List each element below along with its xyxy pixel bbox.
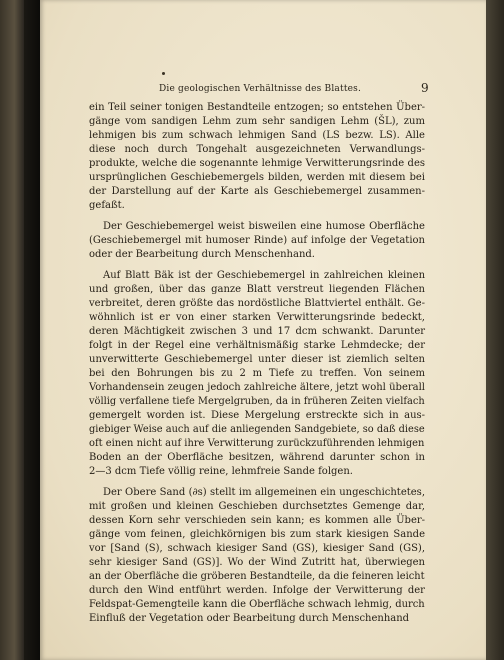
text-line: Boden an der Oberfläche besitzen, während darunter schon in bbox=[89, 452, 425, 463]
text-line: folgt in der Regel eine verhältnismäßig starke Lehmdecke; der bbox=[89, 340, 426, 351]
text-line: wöhnlich ist er von einer starken Verwitterungsrinde bedeckt, bbox=[89, 312, 425, 323]
text-line: und großen, über das ganze Blatt verstreut liegenden Flächen bbox=[89, 284, 425, 295]
page-number: 9 bbox=[421, 81, 429, 95]
facing-page-edge bbox=[0, 0, 24, 660]
text-line: gemergelt worden ist. Diese Mergelung erstreckte sich in aus- bbox=[89, 410, 426, 421]
text-line: der Darstellung auf der Karte als Geschiebemergel zusammen- bbox=[89, 186, 425, 197]
page-edge-shadow bbox=[486, 0, 504, 660]
text-line: giebiger Weise auch auf die anliegenden Sandgebiete, so daß diese bbox=[89, 424, 425, 435]
text-line: diese noch durch Tongehalt ausgezeichneten Verwandlungs- bbox=[89, 144, 425, 155]
text-line: gänge vom feinen, gleichkörnigen bis zum stark kiesigen Sande bbox=[89, 529, 425, 540]
text-line: Der Geschiebemergel weist bisweilen eine humose Oberfläche bbox=[103, 221, 425, 232]
text-line: ursprünglichen Geschiebemergels bilden, werden mit diesem bei bbox=[89, 172, 425, 183]
text-line: vor [Sand (S), schwach kiesiger Sand (GS), kiesiger Sand (GS), bbox=[89, 543, 426, 554]
ink-speck bbox=[162, 72, 165, 75]
text-line: oder der Bearbeitung durch Menschenhand. bbox=[89, 249, 315, 260]
text-line: mit großen und kleinen Geschieben durchsetztes Gemenge dar, bbox=[89, 501, 425, 512]
text-line: (Geschiebemergel mit humoser Rinde) auf infolge der Vegetation bbox=[89, 235, 425, 246]
text-line: ein Teil seiner tonigen Bestandteile entzogen; so entstehen Über- bbox=[89, 102, 426, 113]
text-line: produkte, welche die sogenannte lehmige Verwitterungsrinde des bbox=[89, 158, 425, 169]
text-line: gefaßt. bbox=[89, 200, 125, 211]
text-line: Einfluß der Vegetation oder Bearbeitung durch Menschenhand bbox=[89, 613, 410, 624]
text-line: Der Obere Sand (∂s) stellt im allgemeinen ein ungeschichtetes, bbox=[103, 487, 425, 498]
text-line: lehmigen bis zum schwach lehmigen Sand (LS bezw. LS). Alle bbox=[89, 130, 425, 141]
text-line: sehr kiesiger Sand (GS)]. Wo der Wind Zutritt hat, überwiegen bbox=[89, 557, 426, 568]
text-line: unverwitterte Geschiebemergel unter dieser ist ziemlich selten bbox=[89, 354, 425, 365]
text-line: dessen Korn sehr verschieden sein kann; es kommen alle Über- bbox=[89, 515, 426, 526]
paragraph-3 bbox=[89, 269, 425, 479]
running-title: Die geologischen Verhältnisse des Blattes. bbox=[158, 84, 362, 94]
text-line: durch den Wind entführt werden. Infolge der Verwitterung der bbox=[89, 585, 425, 596]
paragraph-1 bbox=[89, 101, 425, 213]
body-text bbox=[89, 101, 425, 633]
paragraph-4 bbox=[89, 486, 425, 626]
text-line: an der Oberfläche die gröberen Bestandteile, da die feineren leicht bbox=[89, 571, 425, 582]
text-line: deren Mächtigkeit zwischen 3 und 17 dcm schwankt. Darunter bbox=[89, 326, 426, 337]
book-spine bbox=[24, 0, 40, 660]
text-line: verbreitet, deren größte das nordöstliche Blattviertel enthält. Ge- bbox=[89, 298, 425, 309]
text-line: Feldspat-Gemengteile kann die Oberfläche schwach lehmig, durch bbox=[89, 599, 425, 610]
text-line: völlig verfallene tiefe Mergelgruben, da in früheren Zeiten vielfach bbox=[89, 396, 425, 407]
text-line: bei den Bohrungen bis zu 2 m Tiefe zu treffen. Von seinem bbox=[89, 368, 426, 379]
text-line: Vorhandensein zeugen jedoch zahlreiche ältere, jetzt wohl überall bbox=[89, 382, 426, 393]
text-line: oft einen nicht auf ihre Verwitterung zurückzuführenden lehmigen bbox=[89, 438, 425, 449]
text-line: 2—3 dcm Tiefe völlig reine, lehmfreie Sande folgen. bbox=[89, 466, 353, 477]
text-line: Auf Blatt Bäk ist der Geschiebemergel in zahlreichen kleinen bbox=[103, 270, 426, 281]
paragraph-2 bbox=[89, 220, 425, 262]
text-line: gänge vom sandigen Lehm zum sehr sandigen Lehm (ŠL), zum bbox=[89, 116, 425, 127]
